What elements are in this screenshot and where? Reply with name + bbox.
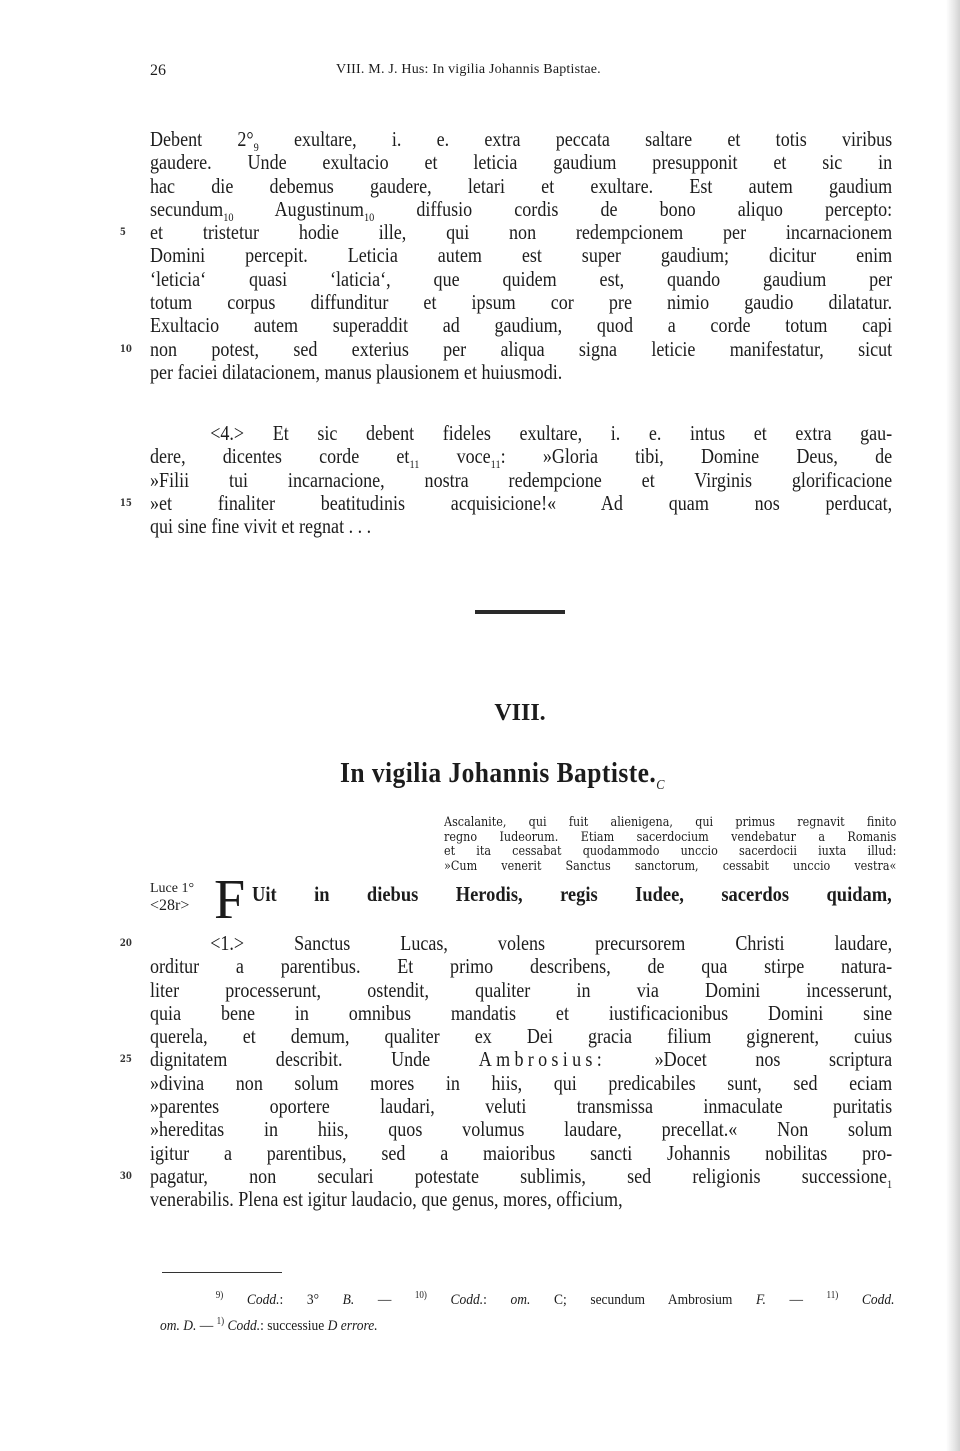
side-note-line: et ita cessabat quodammodo unccio sacerdocii iuxta illud: — [444, 845, 897, 859]
side-note-line: Ascalanite, qui fuit alienigena, qui primus regnavit finito — [444, 816, 897, 830]
text-line: dere, dicentes corde $et_{11}$ voce$_{11}$: »Gloria tibi, Domine Deus, de — [150, 444, 893, 472]
text-line: Exultacio autem superaddit ad gaudium, quod a corde totum capi — [150, 313, 893, 338]
paragraph-block-1 — [119, 127, 893, 384]
footnote-line: $^{9)}$ Codd.: 3° B. — $^{10)}$ Codd.: om. C; secundum Ambrosium F. — $^{11)}$ Codd. — [215, 1290, 895, 1308]
text-line: venerabilis. Plena est igitur laudacio, que genus, mores, officium, — [150, 1187, 623, 1212]
incipit-line: Uit in diebus Herodis, regis Iudee, sacerdos quidam, — [252, 882, 892, 906]
bible-reference: Luce 1° — [150, 881, 195, 896]
title-siglum: C — [656, 777, 665, 793]
text-line: 5 et tristetur hodie ille, qui non redempcionem per incarnacionem — [119, 220, 893, 245]
text-line: liter processerunt, ostendit, qualiter in via Domini incesserunt, — [150, 977, 893, 1002]
drop-cap: F — [214, 869, 246, 931]
text-line: <4.> Et sic debent fideles exultare, i. e. intus et extra gau- — [210, 421, 893, 445]
chapter-number: VIII. — [494, 700, 546, 726]
text-line: per faciei dilatacionem, manus plausionem et huiusmodi. — [150, 359, 563, 384]
text-line: 30 pagatur, non seculari potestate sublimis, sed religionis successione$_1$ — [119, 1163, 893, 1192]
text-line: »divina non solum mores in hiis, qui predicabiles sunt, sed eciam — [150, 1070, 893, 1095]
folio-marker: <28r> — [150, 897, 190, 914]
line-number: 20 — [119, 938, 132, 949]
text-line: hac die debemus gaudere, letari et exultare. Est autem gaudium — [150, 173, 893, 198]
text-line: Debent $2^\circ_9$ exultare, i. e. extra peccata saltare et totis viribus — [150, 127, 893, 155]
text-line: Domini percepit. Leticia autem est super gaudium; dicitur enim — [150, 243, 893, 268]
text-line: 20 <1.> Sanctus Lucas, volens precursorem Christi laudare, — [119, 931, 893, 955]
line-number: 30 — [119, 1170, 132, 1182]
margin-reference — [150, 880, 210, 914]
page-number: 26 — [150, 62, 166, 79]
paragraph-block-2 — [119, 421, 893, 539]
text-line: »Filii tui incarnacione, nostra redempcione et Virginis glorificacione — [150, 467, 893, 492]
text-line: 25 dignitatem describit. Unde Ambrosius: »Docet nos scriptura — [119, 1047, 893, 1072]
text-line: orditur a parentibus. Et primo describens, de qua stirpe natura- — [150, 954, 893, 979]
text-line: totum corpus diffunditur et ipsum cor pre nimio gaudio dilatatur. — [150, 290, 893, 315]
text-line: 10 non potest, sed exterius per aliqua signa leticie manifestatur, sicut — [119, 336, 893, 361]
line-number: 15 — [119, 497, 132, 509]
text-line: »parentes oportere laudari, veluti transmissa inmaculate puritatis — [150, 1094, 893, 1119]
footnotes — [160, 1285, 895, 1337]
side-note-line: regno Iudeorum. Etiam sacerdocium vendebatur a Romanis — [444, 830, 897, 845]
text-line: secundum$_{10}$ Augustinum$_{10}$ diffusio cordis de bono aliquo percepto: — [150, 196, 893, 225]
section-divider — [475, 610, 565, 614]
running-title: VIII. M. J. Hus: In vigilia Johannis Baptistae. — [336, 62, 601, 77]
footnote-line: om. D. — $^{1)}$ Codd.: successiue D errore. — [160, 1316, 378, 1334]
text-line: quia bene in omnibus mandatis et iustificacionibus Domini sine — [150, 1000, 893, 1025]
footnote-rule — [162, 1272, 282, 1273]
text-line: gaudere. Unde exultacio et leticia gaudium presupponit et sic in — [150, 150, 893, 175]
text-line: 15 »et finaliter beatitudinis acquisicione!« Ad quam nos perducat, — [119, 490, 893, 515]
side-note — [444, 816, 896, 874]
paragraph-block-3 — [119, 931, 893, 1212]
line-number: 10 — [119, 343, 132, 355]
side-note-line: »Cum venerit Sanctus sanctorum, cessabit unccio vestra« — [444, 859, 897, 874]
text-line: ‘leticia‘ quasi ‘laticia‘, que quidem est, quando gaudium per — [150, 266, 893, 291]
text-line: querela, et demum, qualiter ex Dei gracia filium gignerent, cuius — [150, 1024, 893, 1049]
text-line: qui sine fine vivit et regnat . . . — [150, 514, 372, 539]
text-line: »hereditas in hiis, quos volumus laudare, precellat.« Non solum — [150, 1117, 893, 1142]
text-line: igitur a parentibus, sed a maioribus sancti Johannis nobilitas pro- — [150, 1140, 893, 1165]
line-number: 25 — [119, 1054, 132, 1066]
running-head — [150, 62, 890, 86]
chapter-title: In vigilia Johannis $Baptiste._C$ — [340, 757, 665, 793]
line-number: 5 — [119, 227, 126, 239]
spaced-author-name: Ambrosius: — [478, 1047, 607, 1072]
